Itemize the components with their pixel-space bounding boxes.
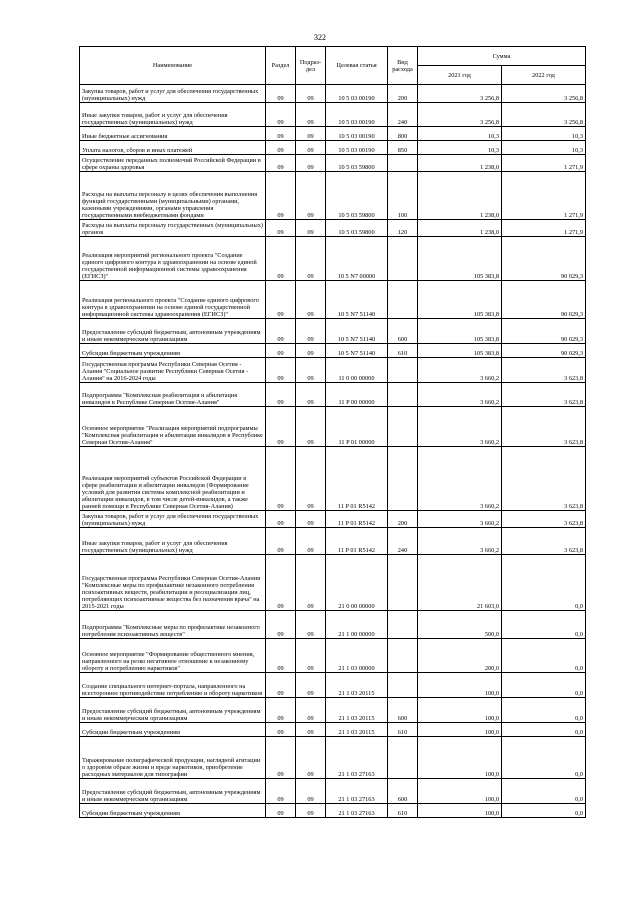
header-article: Целевая статья (326, 47, 388, 85)
table-row (80, 141, 586, 155)
row-expense-type-cell (388, 383, 418, 407)
table-row (80, 723, 586, 737)
row-sum-2022-cell: 0,0 (502, 723, 586, 737)
row-article-cell: 10 5 03 00190 (326, 141, 388, 155)
table-body (80, 85, 586, 818)
table-row (80, 127, 586, 141)
table-row (80, 528, 586, 555)
row-section-cell: 09 (266, 804, 296, 818)
row-subsection-cell: 09 (296, 723, 326, 737)
row-subsection-cell: 09 (296, 155, 326, 172)
row-article-cell: 10 5 N7 00000 (326, 237, 388, 281)
row-subsection-cell: 09 (296, 611, 326, 639)
row-sum-2021-cell: 3 660,2 (418, 511, 502, 528)
row-subsection-cell: 09 (296, 511, 326, 528)
row-sum-2021-cell: 10,3 (418, 127, 502, 141)
row-section-cell: 09 (266, 528, 296, 555)
row-article-cell: 10 5 03 59800 (326, 172, 388, 220)
row-section-cell: 09 (266, 344, 296, 358)
header-year-2021: 2021 год (418, 66, 502, 85)
row-expense-type-cell: 200 (388, 511, 418, 528)
row-article-cell: 11 P 01 R5142 (326, 528, 388, 555)
row-name-cell: Реализация мероприятий субъектов Российской Федерации в сфере реабилитации и абилитации инвалидов (Формирование условий для развития системы комплексной реабилитации и абилитации инвалидов, в том числе детей-инвалидов, а также ранней помощи в Республике Северная Осетия-Алания) (80, 447, 266, 511)
row-article-cell: 21 1 03 20115 (326, 673, 388, 698)
row-section-cell: 09 (266, 673, 296, 698)
row-article-cell: 11 P 01 00000 (326, 407, 388, 447)
row-expense-type-cell (388, 673, 418, 698)
row-article-cell: 21 1 03 27163 (326, 779, 388, 804)
page-number: 322 (314, 33, 326, 42)
row-sum-2021-cell: 105 383,8 (418, 344, 502, 358)
row-expense-type-cell: 240 (388, 528, 418, 555)
row-expense-type-cell: 120 (388, 220, 418, 237)
row-section-cell: 09 (266, 103, 296, 127)
row-article-cell: 10 5 03 00190 (326, 127, 388, 141)
table-row (80, 172, 586, 220)
row-sum-2022-cell: 3 623,8 (502, 528, 586, 555)
row-sum-2021-cell: 100,0 (418, 737, 502, 779)
table-row (80, 779, 586, 804)
row-article-cell: 21 1 03 20115 (326, 698, 388, 723)
row-sum-2022-cell: 90 029,3 (502, 237, 586, 281)
table-row (80, 281, 586, 319)
row-subsection-cell: 09 (296, 103, 326, 127)
table-row (80, 639, 586, 673)
row-article-cell: 21 1 03 27163 (326, 737, 388, 779)
row-subsection-cell: 09 (296, 172, 326, 220)
row-expense-type-cell (388, 611, 418, 639)
row-section-cell: 09 (266, 555, 296, 611)
row-sum-2022-cell: 3 623,8 (502, 407, 586, 447)
row-expense-type-cell: 600 (388, 319, 418, 344)
row-name-cell: Основное мероприятие "Формирование общественного мнения, направленного на резко негативное отношение к незаконному обороту и потреблению наркотиков" (80, 639, 266, 673)
row-article-cell: 11 P 01 R5142 (326, 511, 388, 528)
row-name-cell: Субсидии бюджетным учреждениям (80, 804, 266, 818)
row-subsection-cell: 09 (296, 528, 326, 555)
row-section-cell: 09 (266, 281, 296, 319)
row-sum-2022-cell: 90 029,3 (502, 344, 586, 358)
row-name-cell: Расходы на выплаты персоналу в целях обеспечения выполнения функций государственными (муниципальными) органами, казенными учреждениями, органами управления государственными внебюджетными фондами (80, 172, 266, 220)
row-section-cell: 09 (266, 220, 296, 237)
row-section-cell: 09 (266, 698, 296, 723)
row-article-cell: 10 5 03 00190 (326, 85, 388, 103)
row-subsection-cell: 09 (296, 555, 326, 611)
header-subsection: Подраз-дел (296, 47, 326, 85)
table-header (80, 47, 586, 85)
row-expense-type-cell (388, 639, 418, 673)
header-expense-type: Вид расхода (388, 47, 418, 85)
row-sum-2021-cell: 200,0 (418, 639, 502, 673)
row-sum-2021-cell: 105 383,8 (418, 237, 502, 281)
row-sum-2022-cell: 0,0 (502, 737, 586, 779)
row-article-cell: 10 5 N7 51140 (326, 344, 388, 358)
row-expense-type-cell (388, 447, 418, 511)
row-expense-type-cell (388, 237, 418, 281)
row-subsection-cell: 09 (296, 673, 326, 698)
row-sum-2022-cell: 90 029,3 (502, 319, 586, 344)
row-expense-type-cell: 800 (388, 127, 418, 141)
row-expense-type-cell: 100 (388, 172, 418, 220)
row-sum-2022-cell: 90 029,3 (502, 281, 586, 319)
row-expense-type-cell: 610 (388, 723, 418, 737)
row-name-cell: Подпрограмма "Комплексная реабилитация и абилитация инвалидов в Республике Северная Осетия-Алания" (80, 383, 266, 407)
header-year-2022: 2022 год (502, 66, 586, 85)
row-subsection-cell: 09 (296, 237, 326, 281)
row-article-cell: 21 1 03 27163 (326, 804, 388, 818)
row-name-cell: Реализация мероприятий регионального проекта "Создание единого цифрового контура в здравоохранении на основе единой государственной информационной системы здравоохранения (ЕГИСЗ)" (80, 237, 266, 281)
row-section-cell: 09 (266, 319, 296, 344)
row-sum-2022-cell: 1 271,9 (502, 172, 586, 220)
row-article-cell: 11 P 01 R5142 (326, 447, 388, 511)
row-section-cell: 09 (266, 779, 296, 804)
row-section-cell: 09 (266, 737, 296, 779)
table-row (80, 511, 586, 528)
row-sum-2022-cell: 10,3 (502, 127, 586, 141)
row-expense-type-cell: 600 (388, 779, 418, 804)
table-row (80, 220, 586, 237)
row-sum-2021-cell: 105 383,8 (418, 319, 502, 344)
row-subsection-cell: 09 (296, 141, 326, 155)
row-sum-2021-cell: 3 660,2 (418, 407, 502, 447)
row-sum-2021-cell: 10,3 (418, 141, 502, 155)
row-section-cell: 09 (266, 155, 296, 172)
row-name-cell: Субсидии бюджетным учреждениям (80, 344, 266, 358)
row-section-cell: 09 (266, 407, 296, 447)
row-sum-2021-cell: 1 238,0 (418, 220, 502, 237)
row-subsection-cell: 09 (296, 698, 326, 723)
row-expense-type-cell: 610 (388, 804, 418, 818)
row-name-cell: Государственная программа Республики Северная Осетия-Алания "Комплексные меры по профилактике незаконного потребления психоактивных веществ, реабилитации и ресоциализации лиц, потребляющих психоактивные вещества без назначения врача" на 2015-2021 годы (80, 555, 266, 611)
table-row (80, 358, 586, 383)
row-name-cell: Предоставление субсидий бюджетным, автономным учреждениям и иным некоммерческим организациям (80, 698, 266, 723)
row-name-cell: Расходы на выплаты персоналу государственных (муниципальных) органов (80, 220, 266, 237)
row-sum-2021-cell: 100,0 (418, 698, 502, 723)
row-sum-2021-cell: 100,0 (418, 723, 502, 737)
row-subsection-cell: 09 (296, 85, 326, 103)
row-name-cell: Закупка товаров, работ и услуг для обеспечения государственных (муниципальных) нужд (80, 511, 266, 528)
row-expense-type-cell: 200 (388, 85, 418, 103)
row-section-cell: 09 (266, 639, 296, 673)
row-name-cell: Субсидии бюджетным учреждениям (80, 723, 266, 737)
row-sum-2021-cell: 3 256,8 (418, 103, 502, 127)
row-name-cell: Иные закупки товаров, работ и услуг для обеспечения государственных (муниципальных) нужд (80, 103, 266, 127)
row-sum-2022-cell: 0,0 (502, 698, 586, 723)
table-row (80, 85, 586, 103)
row-sum-2022-cell: 1 271,9 (502, 155, 586, 172)
header-name: Наименование (80, 47, 266, 85)
row-article-cell: 10 5 03 59800 (326, 155, 388, 172)
row-subsection-cell: 09 (296, 804, 326, 818)
row-sum-2022-cell: 3 256,8 (502, 85, 586, 103)
row-expense-type-cell (388, 737, 418, 779)
row-subsection-cell: 09 (296, 639, 326, 673)
row-subsection-cell: 09 (296, 407, 326, 447)
table-row (80, 555, 586, 611)
row-subsection-cell: 09 (296, 127, 326, 141)
row-name-cell: Уплата налогов, сборов и иных платежей (80, 141, 266, 155)
row-subsection-cell: 09 (296, 319, 326, 344)
row-expense-type-cell (388, 407, 418, 447)
row-section-cell: 09 (266, 383, 296, 407)
row-name-cell: Предоставление субсидий бюджетным, автономным учреждениям и иным некоммерческим организациям (80, 319, 266, 344)
row-section-cell: 09 (266, 358, 296, 383)
table-row (80, 383, 586, 407)
row-article-cell: 11 P 00 00000 (326, 383, 388, 407)
table-row (80, 737, 586, 779)
row-sum-2022-cell: 1 271,9 (502, 220, 586, 237)
row-sum-2022-cell: 10,3 (502, 141, 586, 155)
row-name-cell: Государственная программа Республики Северная Осетия - Алания "Социальное развитие Республики Северная Осетия - Алания" на 2016-2024 годы (80, 358, 266, 383)
row-article-cell: 10 5 N7 51140 (326, 319, 388, 344)
row-sum-2021-cell: 3 256,8 (418, 85, 502, 103)
row-section-cell: 09 (266, 141, 296, 155)
row-name-cell: Иные закупки товаров, работ и услуг для обеспечения государственных (муниципальных) нужд (80, 528, 266, 555)
table-row (80, 611, 586, 639)
row-name-cell: Тиражирование полиграфической продукции, наглядной агитации о здоровом образе жизни и вреде наркотиков, приобретение расходных материалов для типографии (80, 737, 266, 779)
row-article-cell: 21 1 03 00000 (326, 639, 388, 673)
table-row (80, 698, 586, 723)
row-name-cell: Осуществление переданных полномочий Российской Федерации в сфере охраны здоровья (80, 155, 266, 172)
row-sum-2021-cell: 500,0 (418, 611, 502, 639)
row-section-cell: 09 (266, 723, 296, 737)
row-sum-2022-cell: 0,0 (502, 639, 586, 673)
row-name-cell: Подпрограмма "Комплексные меры по профилактике незаконного потребления психоактивных веществ" (80, 611, 266, 639)
row-section-cell: 09 (266, 611, 296, 639)
row-sum-2021-cell: 100,0 (418, 673, 502, 698)
row-name-cell: Иные бюджетные ассигнования (80, 127, 266, 141)
row-subsection-cell: 09 (296, 737, 326, 779)
row-article-cell: 21 0 00 00000 (326, 555, 388, 611)
row-name-cell: Реализация регионального проекта "Создание единого цифрового контура в здравоохранении на основе единой государственной информационной системы здравоохранения (ЕГИСЗ)" (80, 281, 266, 319)
row-name-cell: Закупка товаров, работ и услуг для обеспечения государственных (муниципальных) нужд (80, 85, 266, 103)
header-sum: Сумма (418, 47, 586, 66)
table-row (80, 673, 586, 698)
row-article-cell: 10 5 03 59800 (326, 220, 388, 237)
row-article-cell: 10 5 03 00190 (326, 103, 388, 127)
table-row (80, 407, 586, 447)
row-section-cell: 09 (266, 85, 296, 103)
row-article-cell: 21 1 03 20115 (326, 723, 388, 737)
row-sum-2022-cell: 3 623,8 (502, 447, 586, 511)
table-row (80, 155, 586, 172)
row-sum-2021-cell: 3 660,2 (418, 358, 502, 383)
row-section-cell: 09 (266, 447, 296, 511)
row-sum-2022-cell: 3 256,8 (502, 103, 586, 127)
row-sum-2022-cell: 0,0 (502, 555, 586, 611)
row-sum-2022-cell: 0,0 (502, 673, 586, 698)
row-sum-2021-cell: 105 383,8 (418, 281, 502, 319)
row-subsection-cell: 09 (296, 344, 326, 358)
row-sum-2022-cell: 3 623,8 (502, 358, 586, 383)
table-row (80, 344, 586, 358)
row-expense-type-cell (388, 281, 418, 319)
table-row (80, 103, 586, 127)
row-sum-2022-cell: 3 623,8 (502, 511, 586, 528)
row-sum-2021-cell: 3 660,2 (418, 528, 502, 555)
row-section-cell: 09 (266, 237, 296, 281)
row-sum-2021-cell: 21 603,0 (418, 555, 502, 611)
row-subsection-cell: 09 (296, 358, 326, 383)
row-sum-2021-cell: 1 238,0 (418, 172, 502, 220)
row-section-cell: 09 (266, 127, 296, 141)
row-subsection-cell: 09 (296, 220, 326, 237)
row-sum-2022-cell: 0,0 (502, 804, 586, 818)
row-sum-2021-cell: 100,0 (418, 804, 502, 818)
row-name-cell: Основное мероприятие "Реализация мероприятий подпрограммы "Комплексная реабилитация и абилитация инвалидов в Республике Северная Осетия-Алания" (80, 407, 266, 447)
row-expense-type-cell: 600 (388, 698, 418, 723)
budget-table (79, 46, 586, 818)
row-name-cell: Создание специального интернет-портала, направленного на всестороннее противодействие потреблению и обороту наркотиков (80, 673, 266, 698)
row-sum-2021-cell: 3 660,2 (418, 383, 502, 407)
row-sum-2021-cell: 100,0 (418, 779, 502, 804)
row-sum-2021-cell: 1 238,0 (418, 155, 502, 172)
row-sum-2021-cell: 3 660,2 (418, 447, 502, 511)
table-row (80, 447, 586, 511)
row-expense-type-cell (388, 555, 418, 611)
row-article-cell: 11 0 00 00000 (326, 358, 388, 383)
header-section: Раздел (266, 47, 296, 85)
row-name-cell: Предоставление субсидий бюджетным, автономным учреждениям и иным некоммерческим организациям (80, 779, 266, 804)
row-expense-type-cell: 240 (388, 103, 418, 127)
table-row (80, 237, 586, 281)
table-row (80, 319, 586, 344)
row-section-cell: 09 (266, 511, 296, 528)
row-expense-type-cell (388, 155, 418, 172)
row-expense-type-cell (388, 358, 418, 383)
row-expense-type-cell: 610 (388, 344, 418, 358)
row-subsection-cell: 09 (296, 281, 326, 319)
row-subsection-cell: 09 (296, 447, 326, 511)
table-row (80, 804, 586, 818)
row-subsection-cell: 09 (296, 383, 326, 407)
row-expense-type-cell: 850 (388, 141, 418, 155)
row-article-cell: 10 5 N7 51140 (326, 281, 388, 319)
row-sum-2022-cell: 0,0 (502, 779, 586, 804)
row-sum-2022-cell: 0,0 (502, 611, 586, 639)
row-subsection-cell: 09 (296, 779, 326, 804)
row-section-cell: 09 (266, 172, 296, 220)
row-article-cell: 21 1 00 00000 (326, 611, 388, 639)
row-sum-2022-cell: 3 623,8 (502, 383, 586, 407)
